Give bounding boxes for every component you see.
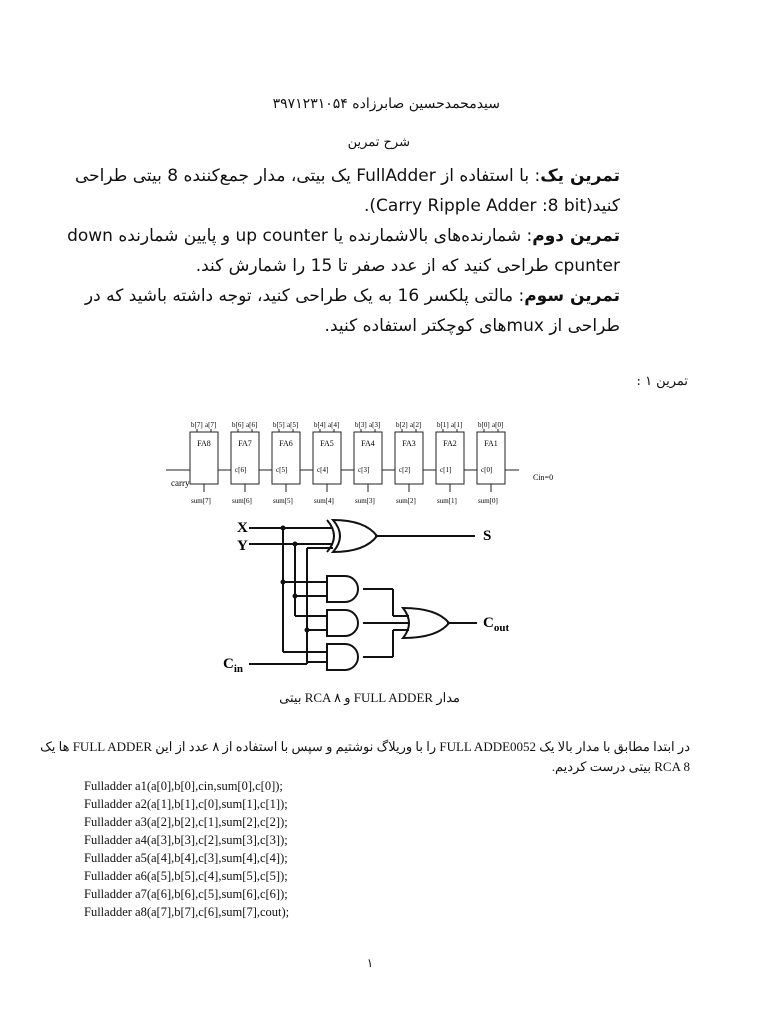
full-adder-name: FA4 bbox=[361, 439, 375, 448]
cin-sub: in bbox=[233, 663, 244, 675]
full-adder-name: FA1 bbox=[484, 439, 498, 448]
cin-main: C bbox=[223, 656, 234, 672]
exercise-line: تمرین سوم: مالتی پلکسر 16 به یک طراحی کنید، توجه داشته باشید که در bbox=[84, 286, 620, 306]
full-adder-chain bbox=[166, 421, 519, 505]
full-adder-name: FA2 bbox=[443, 439, 457, 448]
carry-out-label: c[4] bbox=[317, 466, 329, 474]
description-paragraph bbox=[40, 737, 690, 777]
sum-label: sum[7] bbox=[191, 497, 211, 505]
y-label: Y bbox=[237, 538, 248, 554]
cin-circuit-label bbox=[223, 656, 243, 675]
x-label: X bbox=[237, 520, 248, 536]
code-line: Fulladder a1(a[0],b[0],cin,sum[0],c[0]); bbox=[84, 779, 283, 793]
cout-sub: out bbox=[493, 622, 510, 634]
input-b-label: b[0] bbox=[478, 421, 490, 429]
full-adder-circuit bbox=[215, 512, 535, 682]
code-line: Fulladder a3(a[2],b[2],c[1],sum[2],c[2]); bbox=[84, 815, 288, 829]
carry-label: carry bbox=[171, 478, 190, 488]
input-a-label: a[7] bbox=[205, 421, 217, 429]
sum-label: sum[2] bbox=[396, 497, 416, 505]
sum-label: sum[4] bbox=[314, 497, 334, 505]
exercise-line: تمرین دوم: شمارنده‌های بالاشمارنده یا up counter و پایین شمارنده down bbox=[67, 226, 620, 246]
carry-out-label: c[3] bbox=[358, 466, 370, 474]
exercise-text: شمارنده‌های بالاشمارنده یا up counter و پایین شمارنده down bbox=[67, 226, 522, 246]
carry-out-label: c[5] bbox=[276, 466, 288, 474]
verilog-code-block bbox=[84, 777, 289, 921]
exercise-list bbox=[67, 166, 620, 346]
input-b-label: b[5] bbox=[273, 421, 285, 429]
exercise-line: cpunter طراحی کنید که از عدد صفر تا 15 را شمارش کند. bbox=[195, 256, 620, 276]
carry-out-label: c[2] bbox=[399, 466, 411, 474]
exercise-line: کنید(Carry Ripple Adder :8 bit). bbox=[364, 196, 620, 216]
code-line: Fulladder a6(a[5],b[5],c[4],sum[5],c[5]); bbox=[84, 869, 288, 883]
input-a-label: a[3] bbox=[369, 421, 381, 429]
full-adder-name: FA7 bbox=[238, 439, 252, 448]
section-heading: تمرین ۱ : bbox=[636, 374, 688, 389]
input-b-label: b[3] bbox=[355, 421, 367, 429]
input-b-label: b[4] bbox=[314, 421, 326, 429]
s-label: S bbox=[483, 528, 492, 544]
full-adder-name: FA6 bbox=[279, 439, 293, 448]
exercise-2 bbox=[67, 226, 620, 286]
cout-main: C bbox=[483, 615, 494, 631]
code-line: Fulladder a8(a[7],b[7],c[6],sum[7],cout); bbox=[84, 905, 290, 919]
code-line: Fulladder a7(a[6],b[6],c[5],sum[6],c[6]); bbox=[84, 887, 288, 901]
cin-label: Cin=0 bbox=[533, 473, 554, 482]
sum-label: sum[6] bbox=[232, 497, 252, 505]
circuit-wires bbox=[249, 520, 477, 670]
sum-label: sum[0] bbox=[478, 497, 498, 505]
exercise-label: تمرین دوم bbox=[532, 226, 620, 246]
exercise-text: با استفاده از FullAdder یک بیتی، مدار جمع‌کننده 8 بیتی طراحی bbox=[74, 166, 530, 186]
sum-label: sum[3] bbox=[355, 497, 375, 505]
cout-label bbox=[483, 615, 509, 634]
subtitle: شرح تمرین bbox=[347, 135, 410, 150]
input-a-label: a[2] bbox=[410, 421, 422, 429]
code-line: Fulladder a2(a[1],b[1],c[0],sum[1],c[1]); bbox=[84, 797, 288, 811]
input-a-label: a[6] bbox=[246, 421, 258, 429]
description-line: RCA 8 بیتی درست کردیم. bbox=[551, 759, 690, 774]
sum-label: sum[5] bbox=[273, 497, 293, 505]
sum-label: sum[1] bbox=[437, 497, 457, 505]
code-line: Fulladder a5(a[4],b[4],c[3],sum[4],c[4]); bbox=[84, 851, 288, 865]
rca-block-diagram bbox=[160, 410, 580, 515]
exercise-1 bbox=[74, 166, 620, 226]
exercise-3 bbox=[84, 286, 620, 346]
code-line: Fulladder a4(a[3],b[3],c[2],sum[3],c[3]); bbox=[84, 833, 288, 847]
carry-out-label: c[0] bbox=[481, 466, 493, 474]
input-b-label: b[1] bbox=[437, 421, 449, 429]
input-b-label: b[6] bbox=[232, 421, 244, 429]
page-number: ۱ bbox=[366, 956, 374, 970]
carry-out-label: c[6] bbox=[235, 466, 247, 474]
exercise-line: طراحی از muxهای کوچکتر استفاده کنید. bbox=[324, 316, 620, 336]
input-a-label: a[1] bbox=[451, 421, 463, 429]
exercise-line: تمرین یک: با استفاده از FullAdder یک بیتی، مدار جمع‌کننده 8 بیتی طراحی bbox=[74, 166, 620, 186]
input-a-label: a[4] bbox=[328, 421, 340, 429]
full-adder-name: FA3 bbox=[402, 439, 416, 448]
exercise-label: تمرین یک bbox=[540, 166, 620, 186]
description-line: در ابتدا مطابق با مدار بالا یک FULL ADDE0052 را با وریلاگ نوشتیم و سپس با استفاده از ۸ عدد از این FULL ADDER ها یک bbox=[40, 739, 690, 754]
input-b-label: b[7] bbox=[191, 421, 203, 429]
figure-caption: مدار FULL ADDER و RCA ۸ بیتی bbox=[279, 690, 460, 705]
full-adder-name: FA5 bbox=[320, 439, 334, 448]
input-b-label: b[2] bbox=[396, 421, 408, 429]
input-a-label: a[5] bbox=[287, 421, 299, 429]
author-line: سیدمحمدحسین صابرزاده ۳۹۷۱۲۳۱۰۵۴ bbox=[272, 96, 500, 112]
exercise-text: مالتی پلکسر 16 به یک طراحی کنید، توجه داشته باشید که در bbox=[84, 286, 514, 306]
input-a-label: a[0] bbox=[492, 421, 504, 429]
full-adder-name: FA8 bbox=[197, 439, 211, 448]
exercise-label: تمرین سوم bbox=[524, 286, 620, 306]
carry-out-label: c[1] bbox=[440, 466, 452, 474]
